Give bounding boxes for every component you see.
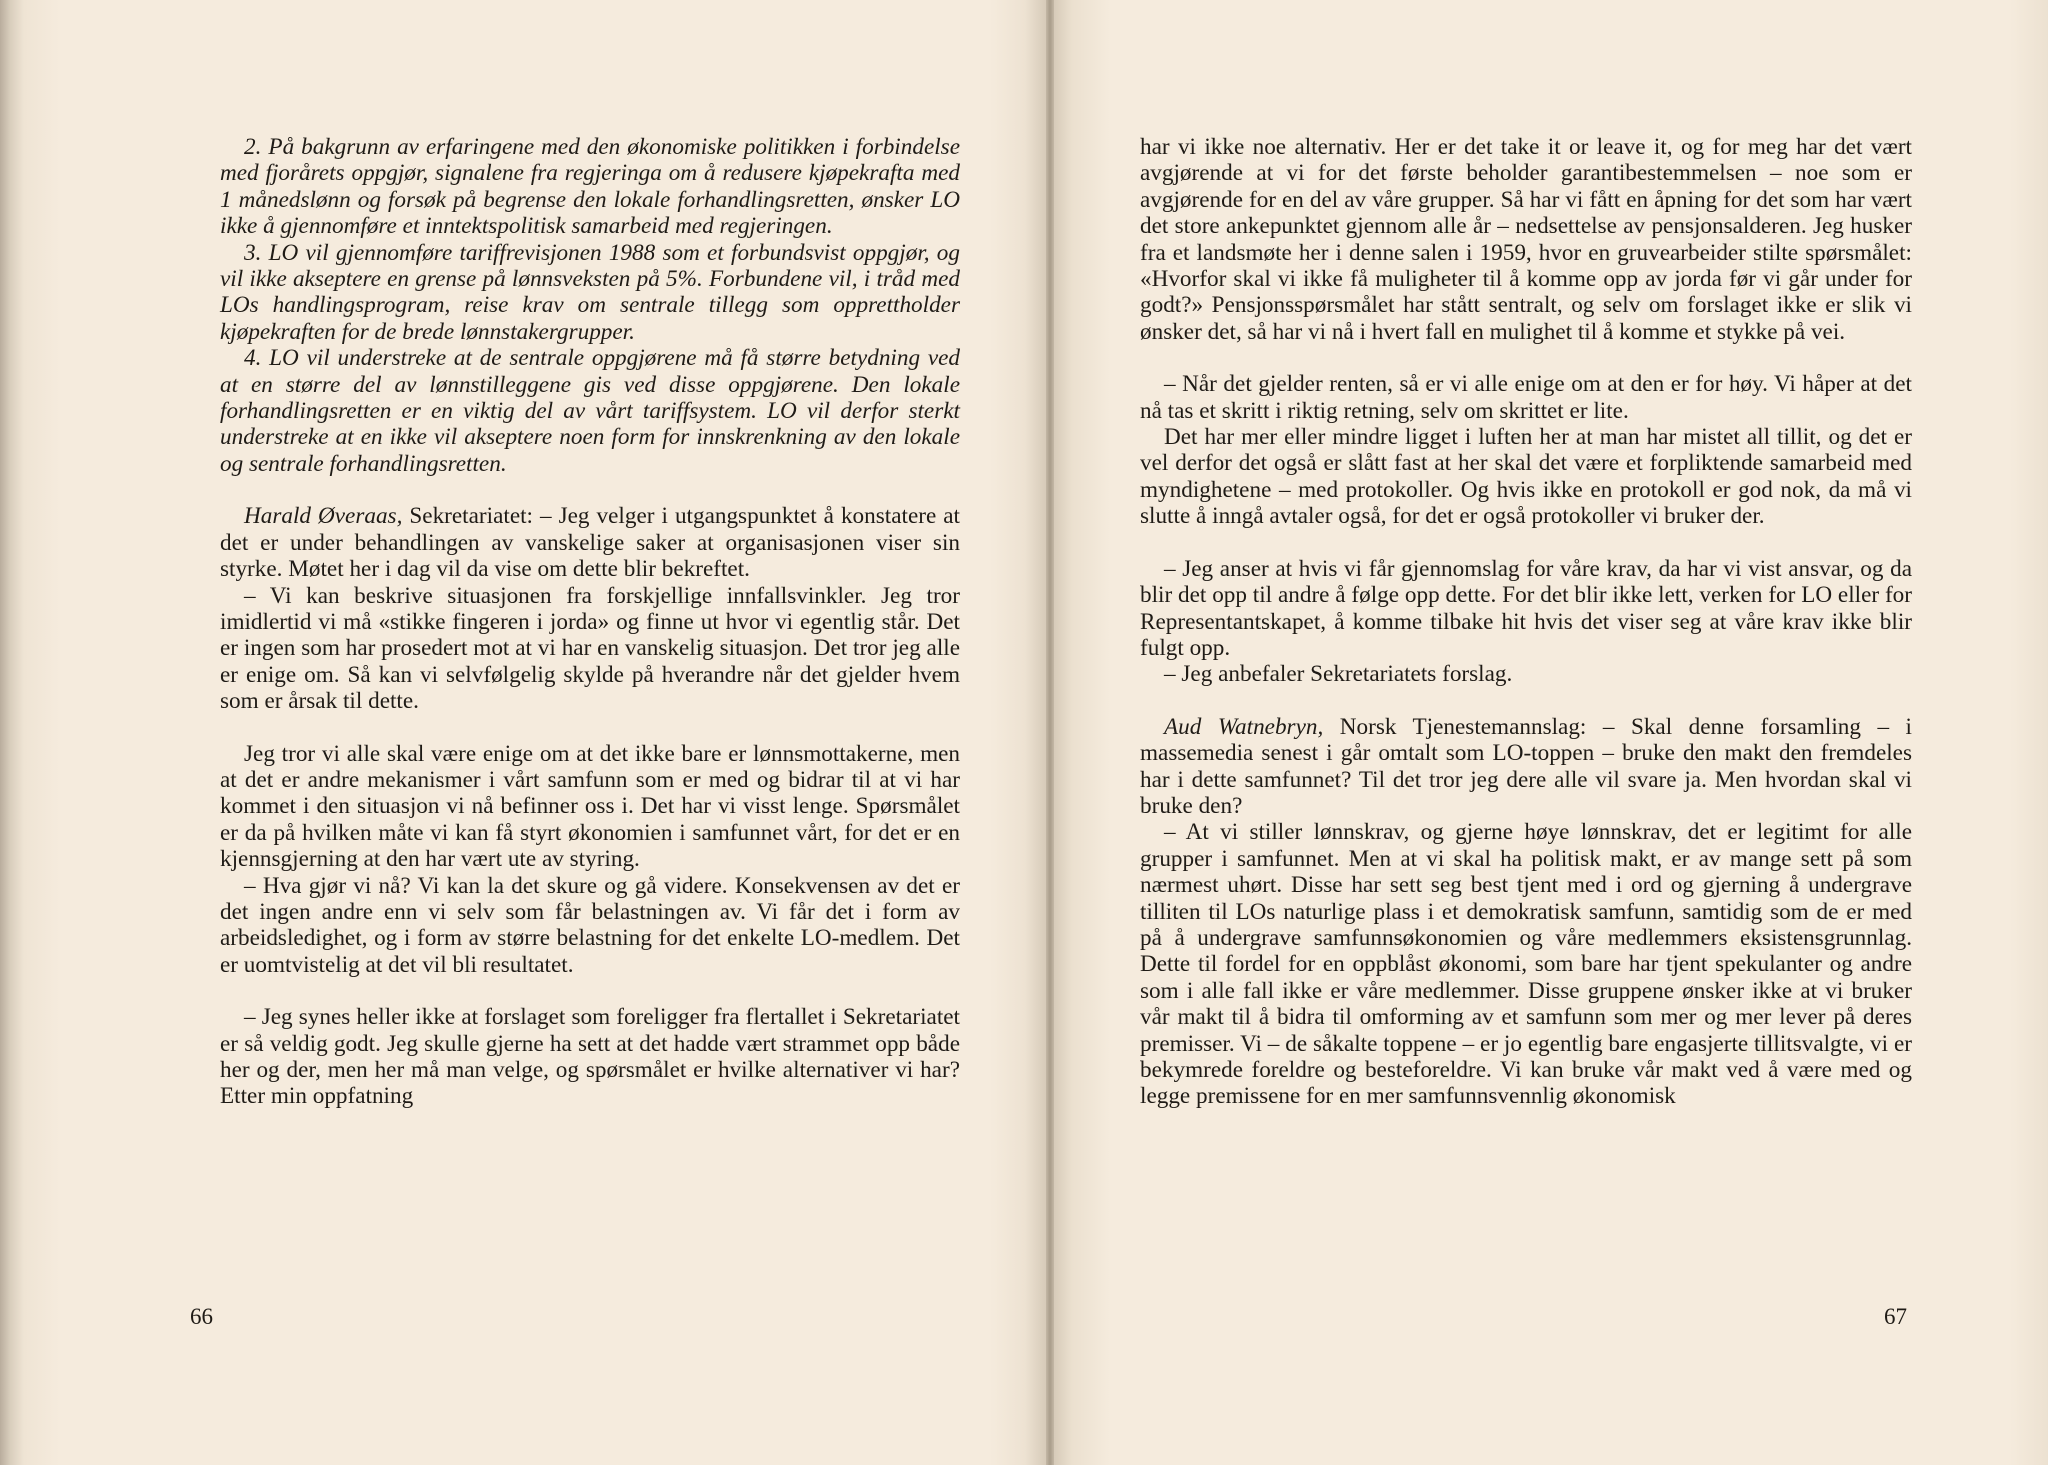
paragraph: – Vi kan beskrive situasjonen fra forskjellige innfallsvinkler. Jeg tror imidlertid vi må «stikke fingeren i jorda» og finne ut hvor vi egentlig står. Det er ingen som har prosedert mot at vi har en vanskelig situasjon. Det tror jeg alle er enige om. Så kan vi selvfølgelig skylde på hverandre når det gjelder hvem som er årsak til dette. [220,582,960,715]
right-page-text [1140,134,1912,1110]
resolution-point-4: 4. LO vil understreke at de sentrale oppgjørene må få større betydning ved at en større del av lønnstilleggene gis ved disse oppgjørene. Den lokale forhandlingsretten er en viktig del av vårt tariffsystem. LO vil derfor sterkt understreke at en ikke vil akseptere noen form for innskrenkning av den lokale og sentrale forhandlingsretten. [220,345,960,477]
speech-paragraph [1140,714,1912,820]
paragraph: har vi ikke noe alternativ. Her er det take it or leave it, og for meg har det vært avgjørende at vi for det første beholder garantibestemmelsen – noe som er avgjørende for en del av våre grupper. Så har vi fått en åpning for det som har vært det store ankepunktet gjennom alle år – nedsettelse av pensjonsalderen. Jeg husker fra et landsmøte her i denne salen i 1959, hvor en gruvearbeider stilte spørsmålet: «Hvorfor skal vi ikke få muligheter til å komme opp av jorda før vi går under for godt?» Pensjonsspørsmålet har stått sentralt, og selv om forslaget ikke er slik vi ønsker det, så har vi nå i hvert fall en mulighet til å komme et stykke på vei. [1140,134,1912,345]
paragraph: – Jeg anser at hvis vi får gjennomslag for våre krav, da har vi vist ansvar, og da blir det opp til andre å følge opp dette. For det blir ikke lett, verken for LO eller for Representantskapet, å komme tilbake hit hvis det viser seg at våre krav ikke blir fulgt opp. [1140,555,1912,661]
paragraph: – Jeg anbefaler Sekretariatets forslag. [1164,661,1513,688]
paragraph: Jeg tror vi alle skal være enige om at det ikke bare er lønnsmottakerne, men at det er andre mekanismer i vårt samfunn som er med og bidrar til at vi har kommet i den situasjon vi nå befinner oss i. Det har vi visst lenge. Spørsmålet er da på hvilken måte vi kan få styrt økonomien i samfunnet vårt, for det er en kjennsgjerning at den har vært ute av styring. [220,740,960,873]
speech-paragraph [220,503,960,582]
page-number: 67 [1884,1304,1907,1329]
speech-text: Norsk Tjenestemannslag: – Skal denne forsamling – i massemedia senest i går omtalt som LO-toppen – bruke den makt den fremdeles har i dette samfunnet? Til det tror jeg dere alle vil svare ja. Men hvordan skal vi bruke den? [1140,713,1912,819]
left-page-text [220,134,960,1110]
speaker-name: Aud Watnebryn, [1164,713,1324,740]
paragraph: Det har mer eller mindre ligget i luften her at man har mistet all tillit, og det er vel derfor det også er slått fast at her skal det være et forpliktende samarbeid med myndighetene – med protokoller. Og hvis ikke en protokoll er god nok, da må vi slutte å inngå avtaler også, for det er også protokoller vi bruker der. [1140,424,1912,530]
paragraph: – Når det gjelder renten, så er vi alle enige om at den er for høy. Vi håper at det nå tas et skritt i riktig retning, selv om skrittet er lite. [1140,371,1912,424]
paragraph: – Jeg synes heller ikke at forslaget som foreligger fra flertallet i Sekretariatet er så veldig godt. Jeg skulle gjerne ha sett at det hadde vært strammet opp både her og der, men her må man velge, og spørsmålet er hvilke alternativer vi har? Etter min oppfatning [220,1004,960,1110]
paragraph: – At vi stiller lønnskrav, og gjerne høye lønnskrav, det er legitimt for alle grupper i samfunnet. Men at vi skal ha politisk makt, er av mange sett på som nærmest uhørt. Disse har sett seg best tjent med i ord og gjerning å undergrave tilliten til LOs naturlige plass i et demokratisk samfunn, samtidig som de er med på å undergrave samfunnsøkonomien og våre medlemmers eksistensgrunnlag. Dette til fordel for en oppblåst økonomi, som bare har tjent spekulanter og andre som i alle fall ikke er våre medlemmer. Disse gruppene ønsker ikke at vi bruker vår makt til å bidra til omforming av et samfunn som mer og mer lever på deres premisser. Vi – de såkalte toppene – er jo egentlig bare engasjerte tillitsvalgte, vi er bekymrede foreldre og besteforeldre. Vi kan bruke vår makt ved å være med og legge premissene for en mer samfunnsvennlig økonomisk [1140,819,1912,1110]
resolution-point-2: 2. På bakgrunn av erfaringene med den økonomiske politikken i forbindelse med fjorårets oppgjør, signalene fra regjeringa om å redusere kjøpekrafta med 1 månedslønn og forsøk på begrense den lokale forhandlingsretten, ønsker LO ikke å gjennomføre et inntektspolitisk samarbeid med regjeringen. [220,134,960,240]
right-page [1050,0,2048,1465]
speaker-name: Harald Øveraas, [244,503,403,530]
book-gutter [1046,0,1054,1465]
resolution-point-3: 3. LO vil gjennomføre tariffrevisjonen 1988 som et forbundsvist oppgjør, og vil ikke akseptere en grense på lønnsveksten på 5%. Forbundene vil, i tråd med LOs handlingsprogram, reise krav om sentrale tillegg som opprettholder kjøpekraften for de brede lønnstakergrupper. [220,239,960,345]
page-number: 66 [190,1304,213,1329]
speech-text: Sekretariatet: – Jeg velger i utgangspunktet å konstatere at det er under behandlingen av vanskelige saker at organisasjonen viser sin styrke. Møtet her i dag vil da vise om dette blir bekreftet. [220,503,960,583]
paragraph: – Hva gjør vi nå? Vi kan la det skure og gå videre. Konsekvensen av det er det ingen andre enn vi selv som får belastningen av. Vi får det i form av arbeidsledighet, og i form av større belastning for det enkelte LO-medlem. Det er uomtvistelig at det vil bli resultatet. [220,872,960,978]
